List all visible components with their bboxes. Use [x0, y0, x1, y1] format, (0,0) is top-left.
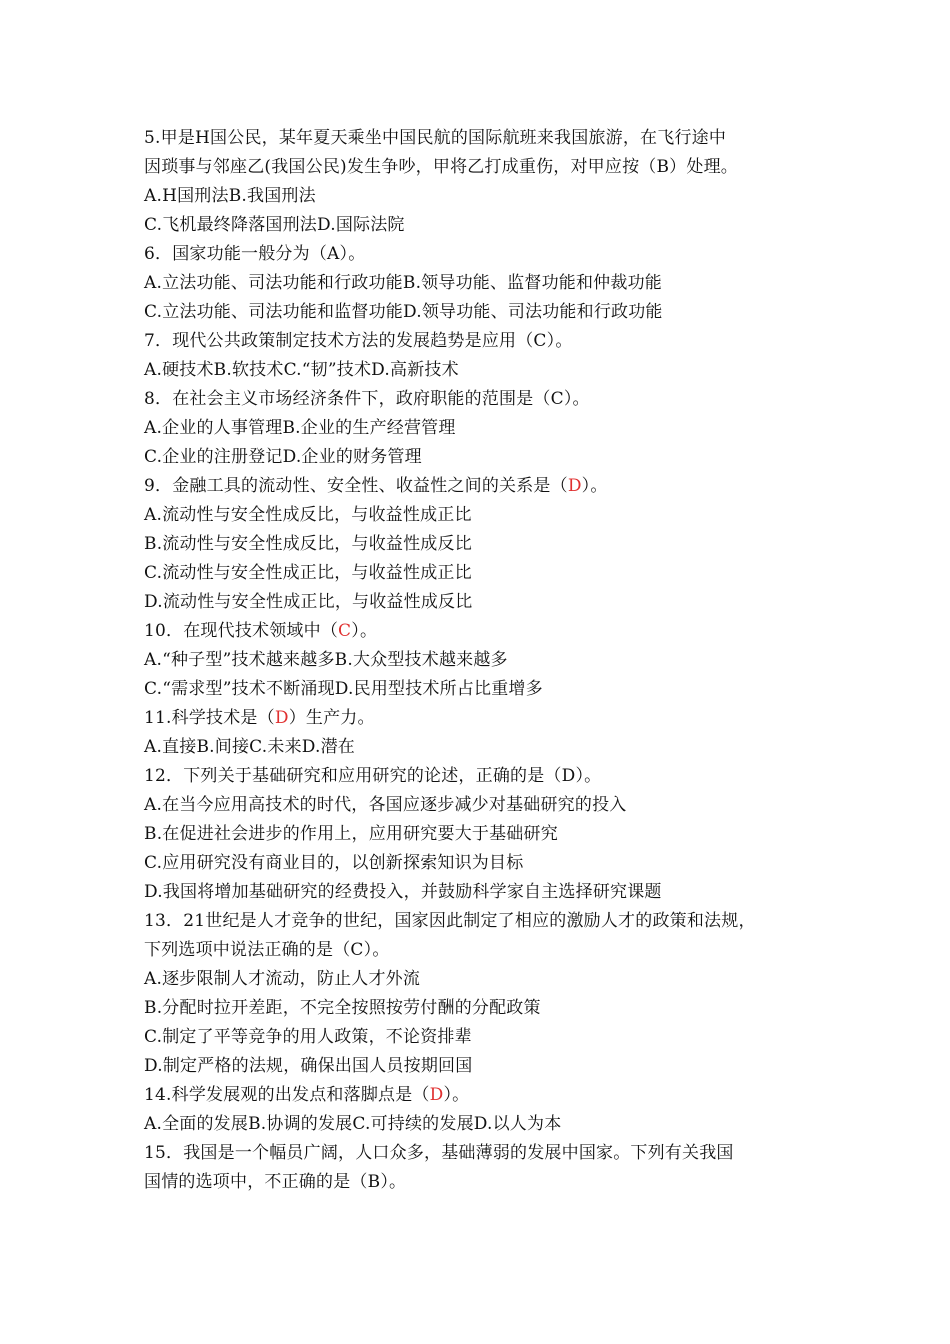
line-text: A.“种子型”技术越来越多B.大众型技术越来越多 [144, 650, 508, 670]
line-text: D.流动性与安全性成正比，与收益性成反比 [144, 592, 473, 612]
line-text: B.流动性与安全性成反比，与收益性成反比 [144, 534, 472, 554]
line-text-after: ）。 [563, 389, 590, 409]
line-text: D.制定严格的法规，确保出国人员按期回国 [144, 1056, 473, 1076]
text-line [144, 472, 824, 501]
text-line [144, 791, 824, 820]
answer-letter: A [327, 244, 340, 264]
text-line [144, 327, 824, 356]
line-text-after: ）处理。 [669, 157, 738, 177]
text-line [144, 1110, 824, 1139]
text-line [144, 153, 824, 182]
line-text-after: ）。 [339, 244, 366, 264]
answer-letter: C [533, 331, 547, 351]
answer-letter: D [274, 708, 289, 728]
text-line [144, 965, 824, 994]
text-line [144, 182, 824, 211]
line-text: 国情的选项中，不正确的是（ [144, 1172, 368, 1192]
line-text-after: ）生产力。 [288, 708, 375, 728]
line-text: C.“需求型”技术不断涌现D.民用型技术所占比重增多 [144, 679, 543, 699]
text-line [144, 211, 824, 240]
text-line [144, 1139, 824, 1168]
text-line [144, 907, 824, 936]
text-line [144, 588, 824, 617]
line-text: 15．我国是一个幅员广阔，人口众多，基础薄弱的发展中国家。下列有关我国 [144, 1143, 734, 1163]
line-text: 14.科学发展观的出发点和落脚点是（ [144, 1085, 430, 1105]
text-line [144, 559, 824, 588]
line-text: A.直接B.间接C.未来D.潜在 [144, 737, 356, 757]
line-text: A.企业的人事管理B.企业的生产经营管理 [144, 418, 456, 438]
line-text: 10．在现代技术领域中（ [144, 621, 339, 641]
line-text: C.应用研究没有商业目的，以创新探索知识为目标 [144, 853, 524, 873]
text-line [144, 762, 824, 791]
text-line [144, 1023, 824, 1052]
line-text: A.全面的发展B.协调的发展C.可持续的发展D.以人为本 [144, 1114, 562, 1134]
text-line [144, 878, 824, 907]
line-text: B.分配时拉开差距，不完全按照按劳付酬的分配政策 [144, 998, 541, 1018]
line-text-after: ）。 [363, 940, 390, 960]
line-text: 11.科学技术是（ [144, 708, 275, 728]
text-line [144, 617, 824, 646]
text-line [144, 501, 824, 530]
line-text: 7．现代公共政策制定技术方法的发展趋势是应用（ [144, 331, 534, 351]
answer-letter: C [338, 621, 352, 641]
line-text: D.我国将增加基础研究的经费投入，并鼓励科学家自主选择研究课题 [144, 882, 662, 902]
line-text-after: ）。 [575, 766, 602, 786]
line-text: A.逐步限制人才流动，防止人才外流 [144, 969, 421, 989]
text-line [144, 675, 824, 704]
text-line [144, 269, 824, 298]
text-line [144, 704, 824, 733]
line-text: B.在促进社会进步的作用上，应用研究要大于基础研究 [144, 824, 558, 844]
text-line [144, 1168, 824, 1197]
line-text: 9．金融工具的流动性、安全性、收益性之间的关系是（ [144, 476, 568, 496]
line-text-after: ）。 [351, 621, 378, 641]
line-text-after: ）。 [581, 476, 608, 496]
line-text: 6．国家功能一般分为（ [144, 244, 328, 264]
answer-letter: D [429, 1085, 444, 1105]
line-text: 8．在社会主义市场经济条件下，政府职能的范围是（ [144, 389, 551, 409]
text-line [144, 356, 824, 385]
text-line [144, 240, 824, 269]
text-line [144, 994, 824, 1023]
line-text: A.硬技术B.软技术C.“韧”技术D.高新技术 [144, 360, 459, 380]
line-text: C.制定了平等竞争的用人政策，不论资排辈 [144, 1027, 472, 1047]
text-line [144, 1081, 824, 1110]
line-text: C.流动性与安全性成正比，与收益性成正比 [144, 563, 472, 583]
text-line [144, 849, 824, 878]
answer-letter: B [367, 1172, 381, 1192]
line-text-after: ）。 [546, 331, 573, 351]
line-text: A.流动性与安全性成反比，与收益性成正比 [144, 505, 472, 525]
line-text: C.企业的注册登记D.企业的财务管理 [144, 447, 422, 467]
text-line [144, 530, 824, 559]
text-line [144, 646, 824, 675]
line-text: A.在当今应用高技术的时代，各国应逐步减少对基础研究的投入 [144, 795, 627, 815]
line-text: A.立法功能、司法功能和行政功能B.领导功能、监督功能和仲裁功能 [144, 273, 662, 293]
line-text-after: ）。 [443, 1085, 470, 1105]
line-text: 5.甲是H国公民，某年夏天乘坐中国民航的国际航班来我国旅游，在飞行途中 [144, 128, 727, 148]
line-text: 13．21世纪是人才竞争的世纪，国家因此制定了相应的激励人才的政策和法规， [144, 911, 756, 931]
text-line [144, 733, 824, 762]
answer-letter: D [567, 476, 582, 496]
answer-letter: B [656, 157, 670, 177]
answer-letter: D [561, 766, 576, 786]
document-page [144, 124, 824, 1197]
text-line [144, 124, 824, 153]
line-text: 12．下列关于基础研究和应用研究的论述，正确的是（ [144, 766, 562, 786]
text-line [144, 443, 824, 472]
line-text: C.立法功能、司法功能和监督功能D.领导功能、司法功能和行政功能 [144, 302, 663, 322]
answer-letter: C [550, 389, 564, 409]
text-line [144, 298, 824, 327]
text-line [144, 414, 824, 443]
text-line [144, 1052, 824, 1081]
line-text-after: ）。 [380, 1172, 407, 1192]
text-line [144, 936, 824, 965]
text-line [144, 820, 824, 849]
text-line [144, 385, 824, 414]
line-text: C.飞机最终降落国刑法D.国际法院 [144, 215, 405, 235]
answer-letter: C [350, 940, 364, 960]
line-text: 因琐事与邻座乙(我国公民)发生争吵，甲将乙打成重伤，对甲应按（ [144, 157, 657, 177]
line-text: A.H国刑法B.我国刑法 [144, 186, 316, 206]
line-text: 下列选项中说法正确的是（ [144, 940, 351, 960]
